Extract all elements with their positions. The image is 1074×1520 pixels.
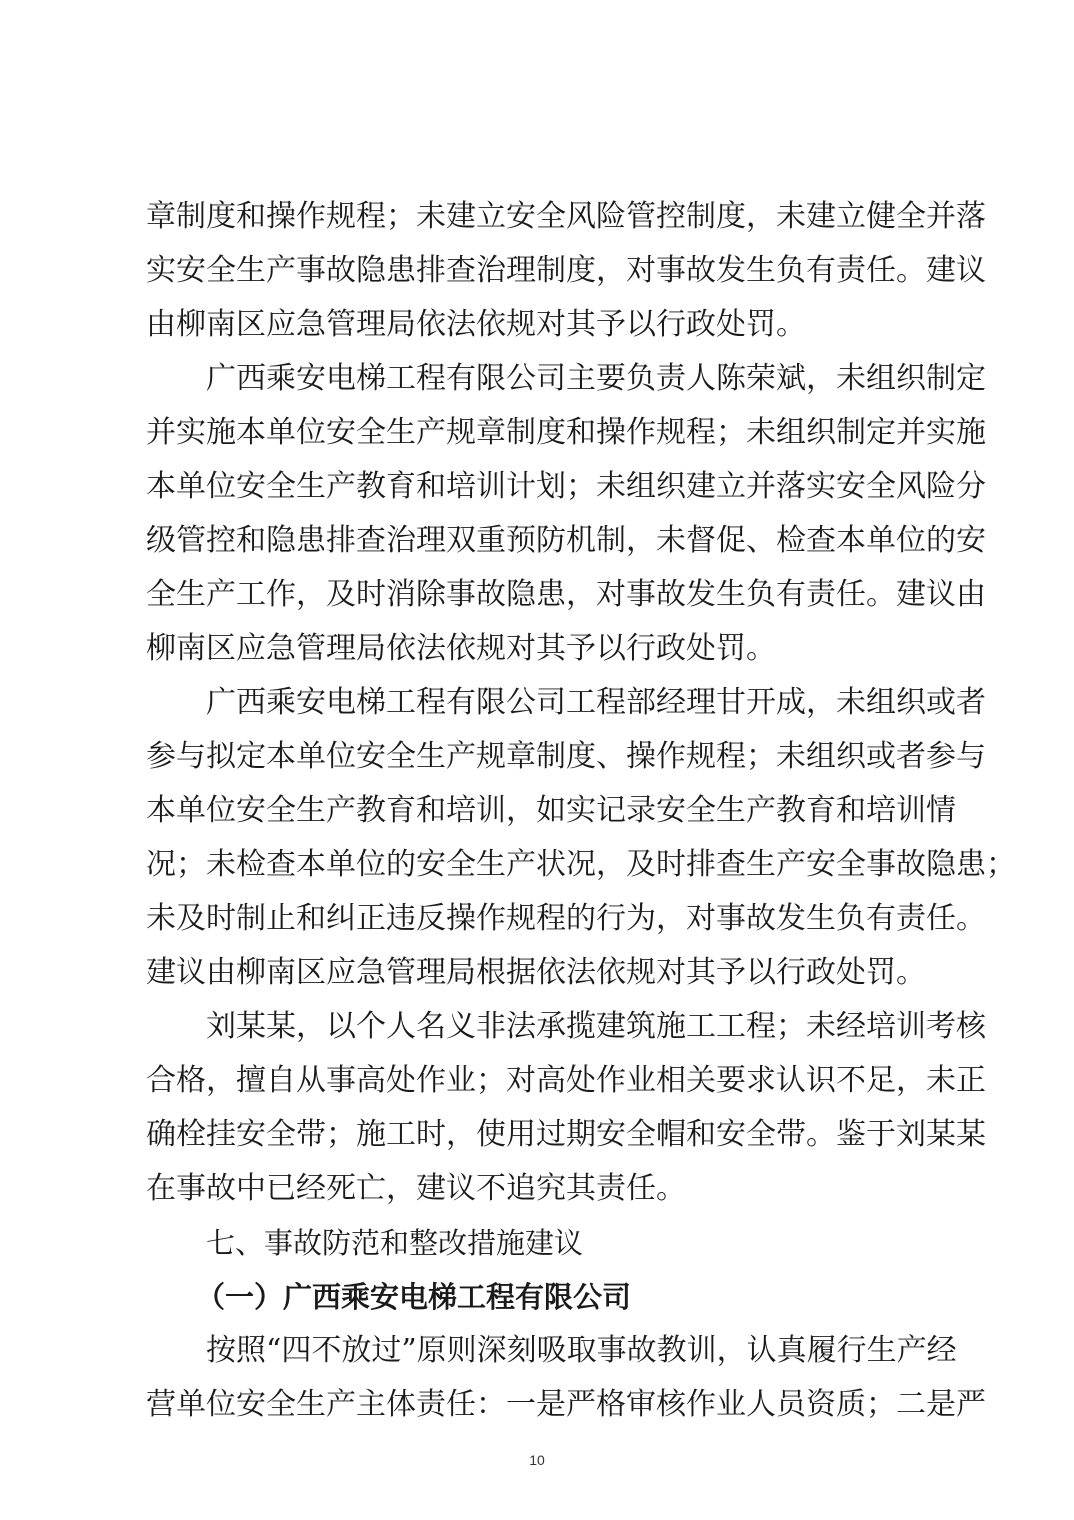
section-heading: 七、事故防范和整改措施建议 [206, 1226, 584, 1260]
paragraph-3-line-1: 广西乘安电梯工程有限公司工程部经理甘开成，未组织或者 [206, 685, 986, 720]
paragraph-2-line-3: 本单位安全生产教育和培训计划；未组织建立并落实安全风险分 [146, 469, 986, 504]
paragraph-3-line-5: 未及时制止和纠正违反操作规程的行为，对事故发生负有责任。 [146, 901, 986, 936]
paragraph-4-line-3: 确栓挂安全带；施工时，使用过期安全帽和安全带。鉴于刘某某 [146, 1117, 986, 1152]
page-number: 10 [529, 1452, 545, 1468]
subsection-heading: （一）广西乘安电梯工程有限公司 [196, 1280, 632, 1314]
paragraph-5-line-1: 按照“四不放过”原则深刻吸取事故教训，认真履行生产经 [206, 1333, 957, 1368]
paragraph-1-line-1: 章制度和操作规程；未建立安全风险管控制度，未建立健全并落 [146, 199, 986, 234]
paragraph-1-line-3: 由柳南区应急管理局依法依规对其予以行政处罚。 [146, 307, 806, 342]
paragraph-2-line-6: 柳南区应急管理局依法依规对其予以行政处罚。 [146, 631, 776, 666]
paragraph-4-line-1: 刘某某，以个人名义非法承揽建筑施工工程；未经培训考核 [206, 1009, 986, 1044]
paragraph-2-line-5: 全生产工作，及时消除事故隐患，对事故发生负有责任。建议由 [146, 577, 986, 612]
paragraph-3-line-4: 况；未检查本单位的安全生产状况，及时排查生产安全事故隐患； [146, 847, 1016, 882]
paragraph-3-line-3: 本单位安全生产教育和培训，如实记录安全生产教育和培训情 [146, 793, 956, 828]
paragraph-4-line-4: 在事故中已经死亡，建议不追究其责任。 [146, 1171, 686, 1206]
paragraph-4-line-2: 合格，擅自从事高处作业；对高处作业相关要求认识不足，未正 [146, 1063, 986, 1098]
paragraph-2-line-4: 级管控和隐患排查治理双重预防机制，未督促、检查本单位的安 [146, 523, 986, 558]
paragraph-3-line-6: 建议由柳南区应急管理局根据依法依规对其予以行政处罚。 [146, 955, 926, 990]
paragraph-1-line-2: 实安全生产事故隐患排查治理制度，对事故发生负有责任。建议 [146, 253, 986, 288]
paragraph-3-line-2: 参与拟定本单位安全生产规章制度、操作规程；未组织或者参与 [146, 739, 986, 774]
paragraph-2-line-1: 广西乘安电梯工程有限公司主要负责人陈荣斌，未组织制定 [206, 361, 986, 396]
paragraph-5-line-2: 营单位安全生产主体责任：一是严格审核作业人员资质；二是严 [146, 1387, 986, 1422]
paragraph-2-line-2: 并实施本单位安全生产规章制度和操作规程；未组织制定并实施 [146, 415, 986, 450]
